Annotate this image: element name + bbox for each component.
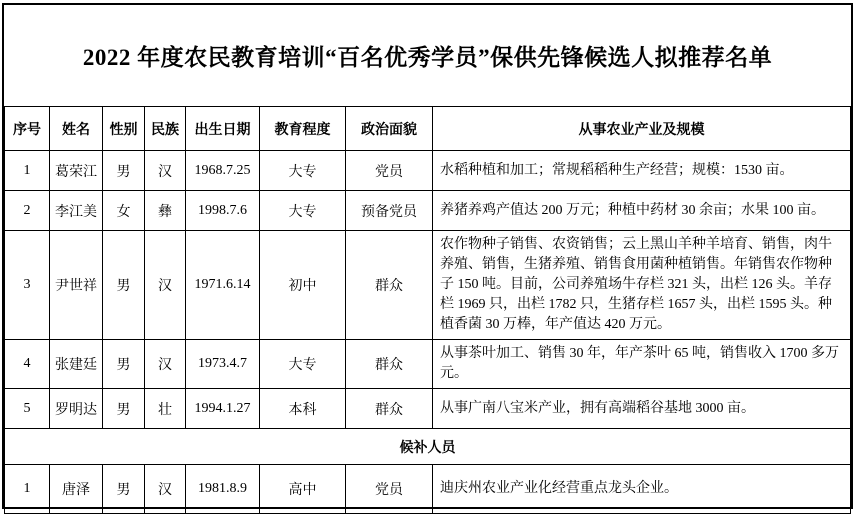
cell-gender: 男 <box>103 151 145 191</box>
cell-political-status: 群众 <box>346 231 433 340</box>
cell-birthdate: 1968.7.25 <box>186 151 260 191</box>
cell-political-status: 预备党员 <box>346 191 433 231</box>
cell-no: 5 <box>5 389 50 429</box>
cell-birthdate: 1981.8.9 <box>186 465 260 514</box>
cell-industry: 从事广南八宝米产业，拥有高端稻谷基地 3000 亩。 <box>433 389 851 429</box>
cell-political-status: 群众 <box>346 340 433 389</box>
candidate-rows <box>5 151 851 429</box>
table-row <box>5 191 851 231</box>
cell-education: 大专 <box>260 151 346 191</box>
col-header-birthdate: 出生日期 <box>186 107 260 151</box>
col-header-no: 序号 <box>5 107 50 151</box>
cell-name: 尹世祥 <box>50 231 103 340</box>
table-row <box>5 340 851 389</box>
cell-birthdate: 1971.6.14 <box>186 231 260 340</box>
cell-no: 4 <box>5 340 50 389</box>
cell-gender: 女 <box>103 191 145 231</box>
cell-no: 2 <box>5 191 50 231</box>
cell-gender: 男 <box>103 465 145 514</box>
cell-education: 初中 <box>260 231 346 340</box>
cell-gender: 男 <box>103 340 145 389</box>
cell-gender: 男 <box>103 231 145 340</box>
cell-birthdate: 1998.7.6 <box>186 191 260 231</box>
col-header-political-status: 政治面貌 <box>346 107 433 151</box>
cell-name: 罗明达 <box>50 389 103 429</box>
document-page <box>2 3 853 509</box>
alternate-section-row <box>5 429 851 465</box>
col-header-name: 姓名 <box>50 107 103 151</box>
cell-birthdate: 1973.4.7 <box>186 340 260 389</box>
cell-education: 本科 <box>260 389 346 429</box>
alternate-section-label: 候补人员 <box>5 429 851 465</box>
cell-political-status: 党员 <box>346 151 433 191</box>
cell-industry: 迪庆州农业产业化经营重点龙头企业。 <box>433 465 851 514</box>
cell-no: 3 <box>5 231 50 340</box>
cell-ethnicity: 彝 <box>145 191 186 231</box>
col-header-education: 教育程度 <box>260 107 346 151</box>
cell-name: 唐泽 <box>50 465 103 514</box>
cell-political-status: 群众 <box>346 389 433 429</box>
cell-industry: 从事茶叶加工、销售 30 年，年产茶叶 65 吨，销售收入 1700 多万元。 <box>433 340 851 389</box>
cell-ethnicity: 壮 <box>145 389 186 429</box>
title-block <box>4 5 851 106</box>
alternate-rows <box>5 465 851 514</box>
cell-no: 1 <box>5 151 50 191</box>
cell-birthdate: 1994.1.27 <box>186 389 260 429</box>
cell-industry: 水稻种植和加工；常规稻稻种生产经营；规模：1530 亩。 <box>433 151 851 191</box>
cell-name: 李江美 <box>50 191 103 231</box>
cell-industry: 农作物种子销售、农资销售；云上黑山羊种羊培育、销售，肉牛养殖、销售，生猪养殖、销售食用菌种植销售。年销售农作物种子 150 吨。目前，公司养殖场牛存栏 321 头，出栏 126 头。羊存栏 1969 只，出栏 1782 只，生猪存栏 1657 头，出栏 1595 头。种植香菌 30 万棒，年产值达 420 万元。 <box>433 231 851 340</box>
cell-ethnicity: 汉 <box>145 151 186 191</box>
cell-education: 大专 <box>260 191 346 231</box>
cell-gender: 男 <box>103 389 145 429</box>
table-row <box>5 231 851 340</box>
cell-ethnicity: 汉 <box>145 340 186 389</box>
table-row <box>5 389 851 429</box>
cell-education: 高中 <box>260 465 346 514</box>
col-header-gender: 性别 <box>103 107 145 151</box>
table-row <box>5 465 851 514</box>
cell-education: 大专 <box>260 340 346 389</box>
cell-name: 葛荣江 <box>50 151 103 191</box>
cell-no: 1 <box>5 465 50 514</box>
cell-industry: 养猪养鸡产值达 200 万元；种植中药材 30 余亩；水果 100 亩。 <box>433 191 851 231</box>
cell-name: 张建廷 <box>50 340 103 389</box>
cell-political-status: 党员 <box>346 465 433 514</box>
candidates-table <box>4 106 851 514</box>
document-title: 2022 年度农民教育培训“百名优秀学员”保供先锋候选人拟推荐名单 <box>82 45 773 70</box>
header-row <box>5 107 851 151</box>
cell-ethnicity: 汉 <box>145 465 186 514</box>
col-header-industry: 从事农业产业及规模 <box>433 107 851 151</box>
table-row <box>5 151 851 191</box>
cell-ethnicity: 汉 <box>145 231 186 340</box>
col-header-ethnicity: 民族 <box>145 107 186 151</box>
